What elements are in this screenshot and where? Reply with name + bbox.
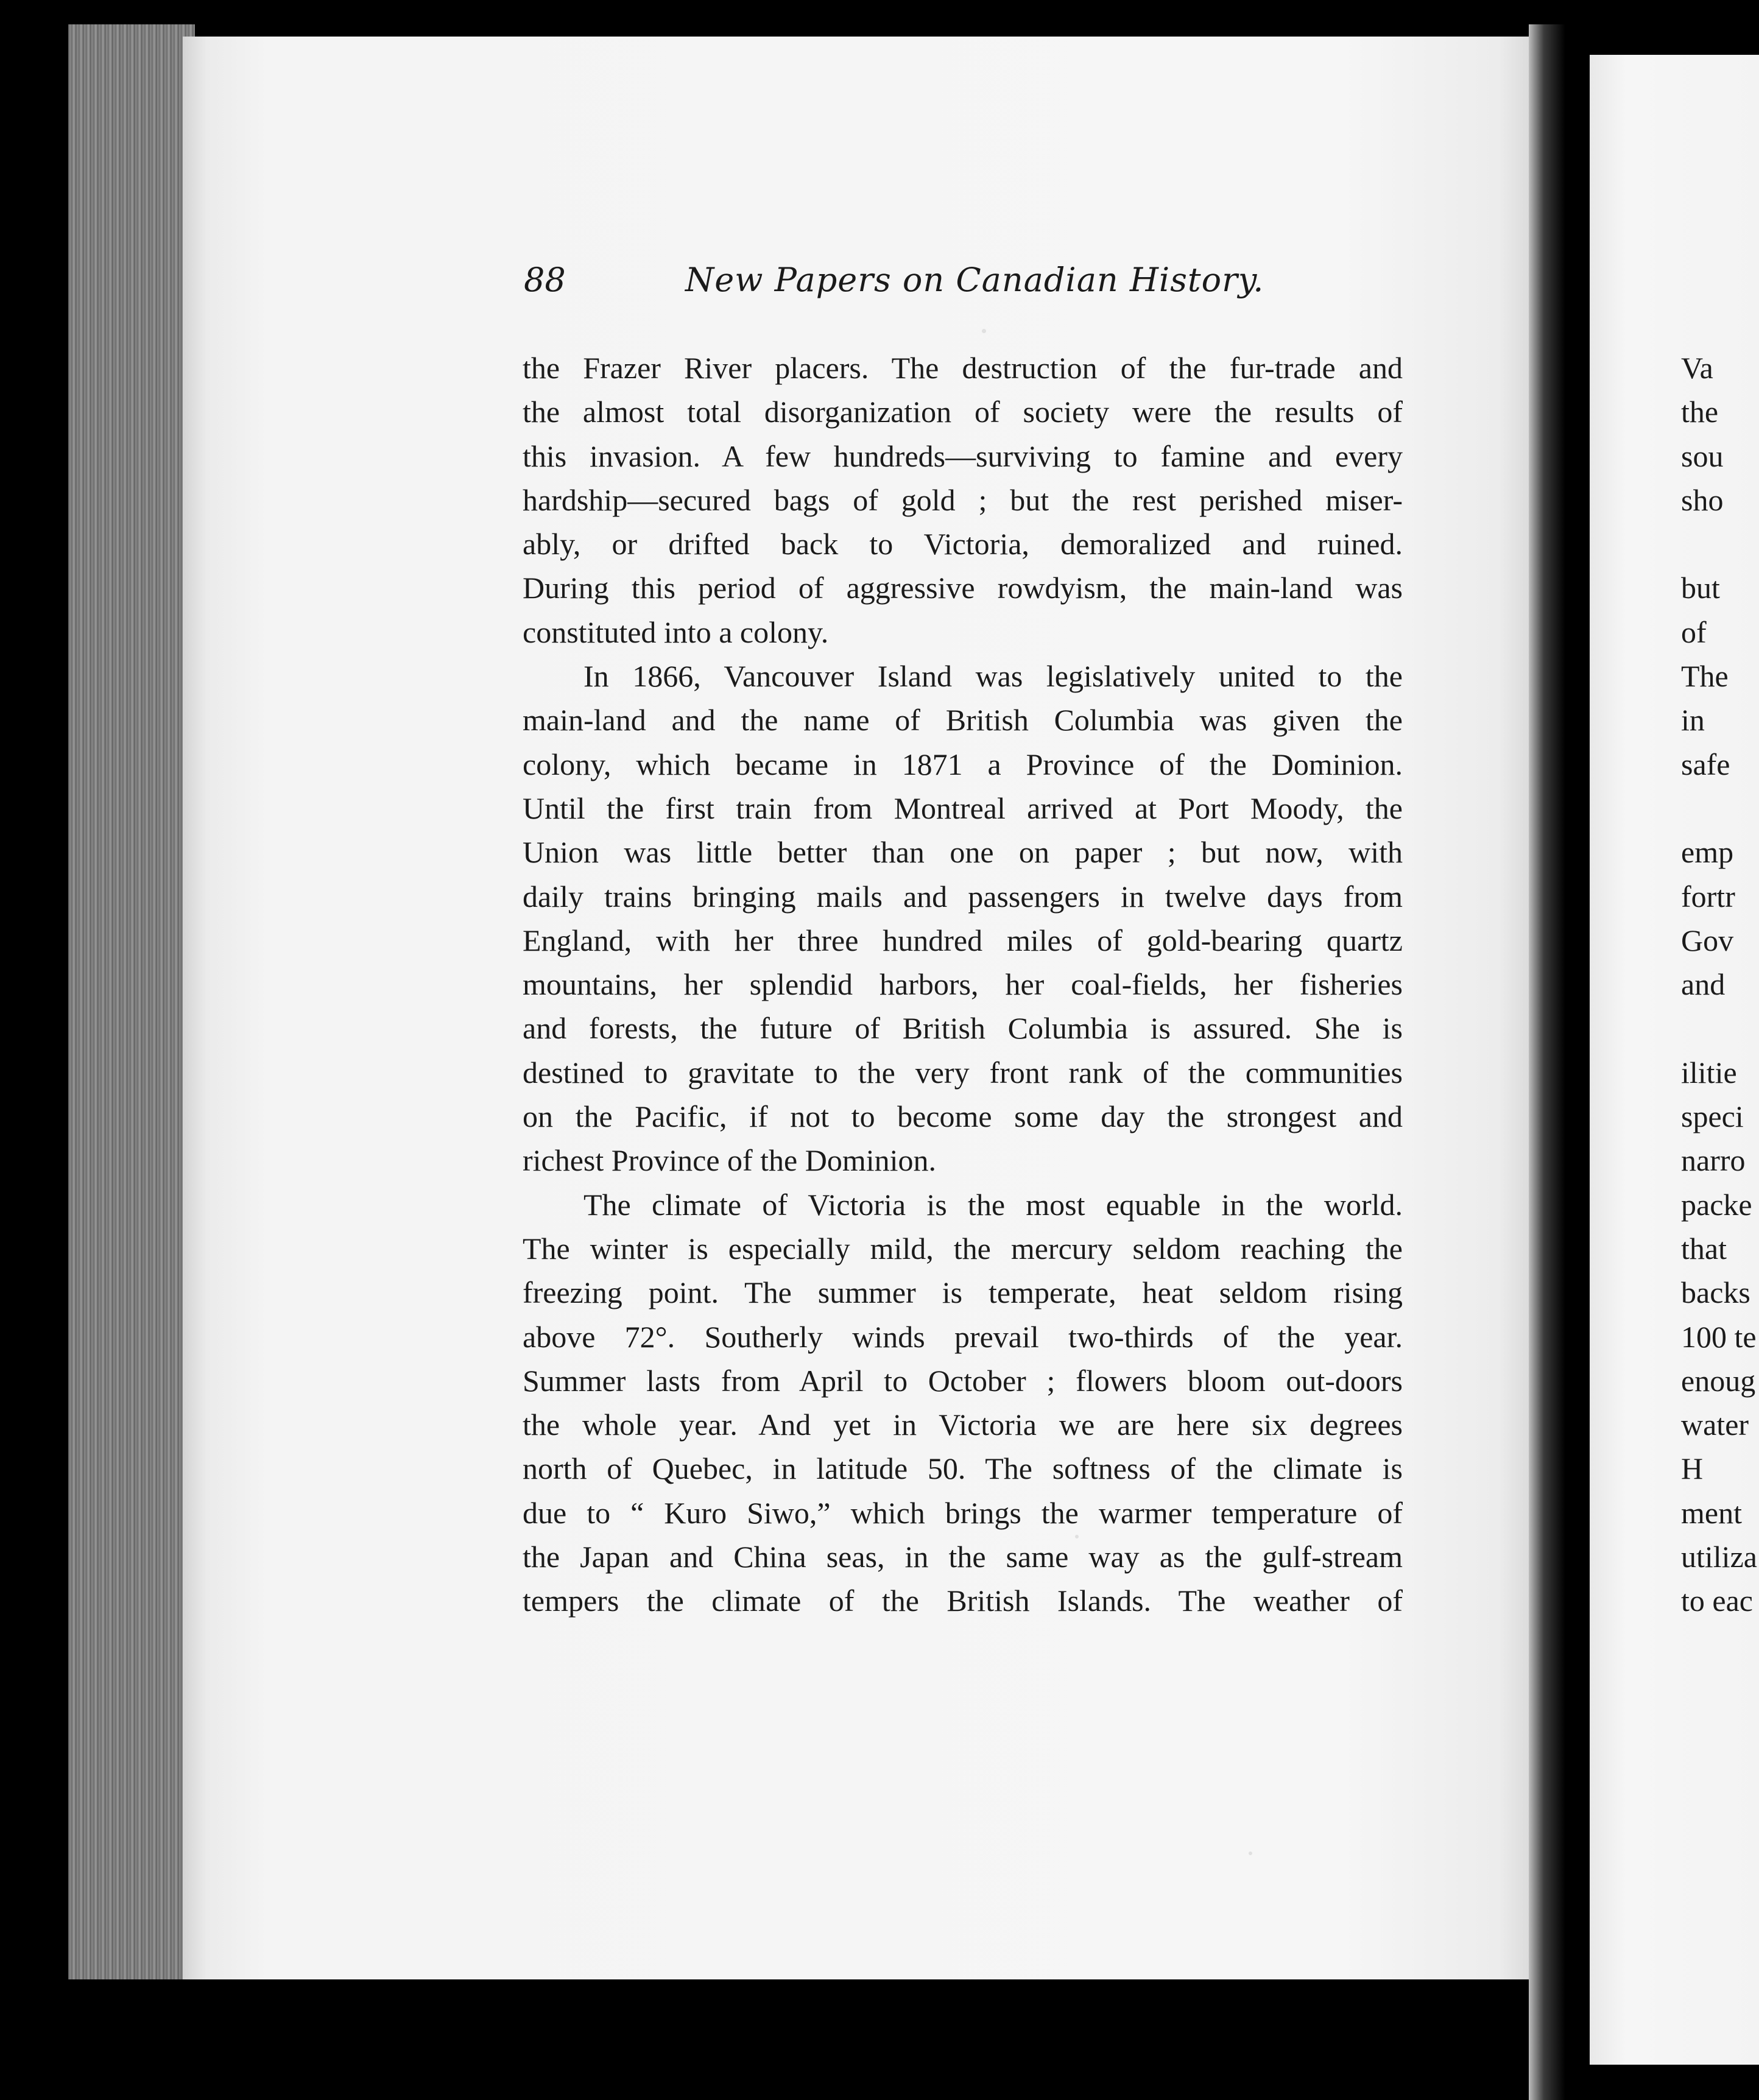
facing-page-line-fragment: to eac [1681,1584,1753,1618]
facing-page-line-fragment: Va [1681,351,1713,385]
text-line: mountains, her splendid harbors, her coal-fields, her fisheries [523,967,1403,1002]
facing-page-line-fragment: utiliza [1681,1540,1757,1574]
facing-page-line-fragment: safe [1681,747,1730,781]
facing-page-line-fragment: sho [1681,482,1724,517]
text-line: Union was little better than one on paper ; but now, with [523,835,1403,870]
text-line: main-land and the name of British Columbia was given the [523,703,1403,738]
facing-page-line-fragment: speci [1681,1099,1744,1134]
facing-page-line-fragment: Gov [1681,923,1734,957]
facing-page-line-fragment: The [1681,659,1729,694]
text-line: and forests, the future of British Columbia is assured. She is [523,1011,1403,1046]
facing-page-line-fragment: packe [1681,1187,1752,1222]
scan-speck [982,329,986,333]
page-number: 88 [524,261,566,299]
facing-page-line-fragment: the [1681,395,1719,429]
facing-page-text [1681,346,1759,1623]
text-line: hardship—secured bags of gold ; but the rest perished miser- [523,482,1403,517]
text-line: ably, or drifted back to Victoria, demoralized and ruined. [523,527,1403,562]
text-line: England, with her three hundred miles of gold-bearing quartz [523,923,1403,957]
text-line: colony, which became in 1871 a Province of the Dominion. [523,747,1403,781]
facing-page-line-fragment: backs [1681,1275,1750,1310]
paragraph [523,654,1403,1183]
text-line: the Japan and China seas, in the same way as the gulf-stream [523,1540,1403,1574]
facing-page-line-fragment [1681,522,1759,566]
paragraph [523,346,1403,654]
text-line: this invasion. A few hundreds—surviving to famine and every [523,439,1403,473]
text-line: In 1866, Vancouver Island was legislatively united to the [583,659,1403,694]
text-line: on the Pacific, if not to become some day the strongest and [523,1099,1403,1134]
facing-page-line-fragment: narro [1681,1143,1746,1178]
text-line: During this period of aggressive rowdyism, the main-land was [523,571,1403,605]
facing-page-line-fragment: ilitie [1681,1055,1737,1090]
text-line: freezing point. The summer is temperate, heat seldom rising [523,1275,1403,1310]
facing-page-line-fragment: enoug [1681,1363,1756,1398]
facing-page-line-fragment: but [1681,571,1720,605]
facing-page-line-fragment: emp [1681,835,1734,870]
book-gutter [1529,24,1596,2100]
facing-page-line-fragment: 100 te [1681,1319,1757,1354]
page-edge-stack [68,24,195,1979]
facing-page-line-fragment: fortr [1681,879,1735,914]
text-line: Until the first train from Montreal arrived at Port Moody, the [523,791,1403,825]
facing-page-line-fragment: of [1681,615,1707,649]
facing-page-line-fragment [1681,1006,1759,1050]
text-line: due to “ Kuro Siwo,” which brings the warmer temperature of [523,1495,1403,1530]
facing-page-line-fragment: and [1681,967,1726,1002]
paragraph [523,1183,1403,1623]
text-line: Summer lasts from April to October ; flowers bloom out-doors [523,1363,1403,1398]
text-line: The climate of Victoria is the most equable in the world. [583,1187,1403,1222]
facing-page-line-fragment: in [1681,703,1705,738]
facing-page-line-fragment: water [1681,1408,1749,1442]
text-line: the almost total disorganization of society were the results of [523,395,1403,429]
facing-page-line-fragment: sou [1681,439,1724,473]
scan-speck [1249,1852,1252,1855]
text-line: the Frazer River placers. The destruction of the fur-trade and [523,351,1403,385]
running-header [524,261,1407,309]
text-line: above 72°. Southerly winds prevail two-thirds of the year. [523,1319,1403,1354]
text-line: north of Quebec, in latitude 50. The softness of the climate is [523,1451,1403,1486]
text-line: richest Province of the Dominion. [523,1143,937,1178]
running-title: New Papers on Canadian History. [685,261,1264,299]
text-line: The winter is especially mild, the mercury seldom reaching the [523,1231,1403,1266]
text-line: tempers the climate of the British Islands. The weather of [523,1584,1403,1618]
text-line: the whole year. And yet in Victoria we are here six degrees [523,1408,1403,1442]
facing-page-line-fragment: that [1681,1231,1727,1266]
text-line: constituted into a colony. [523,615,829,649]
facing-page-line-fragment: H [1681,1451,1704,1486]
facing-page-line-fragment: ment [1681,1495,1742,1530]
facing-page-line-fragment [1681,786,1759,830]
text-line: destined to gravitate to the very front rank of the communities [523,1055,1403,1090]
text-line: daily trains bringing mails and passengers in twelve days from [523,879,1403,914]
body-text [523,346,1403,1623]
